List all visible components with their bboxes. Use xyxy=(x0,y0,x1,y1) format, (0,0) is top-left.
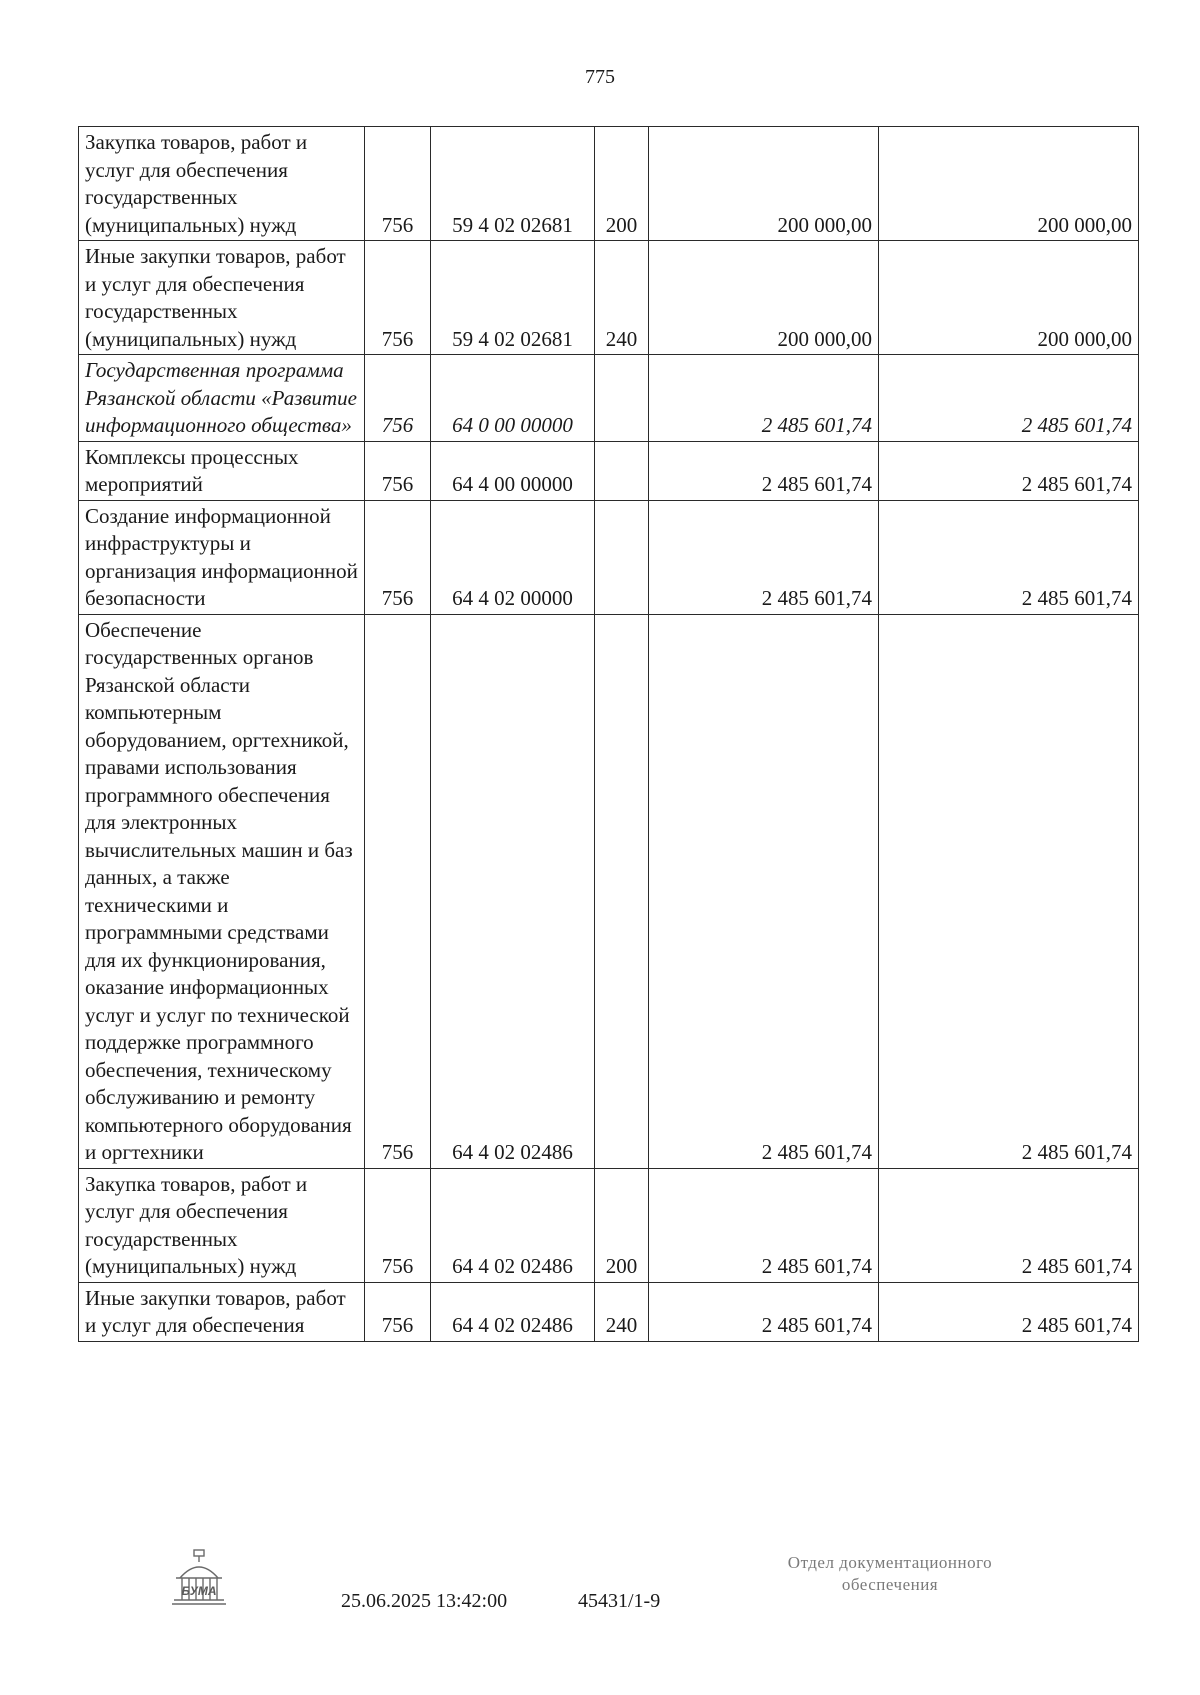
row-amount-1: 200 000,00 xyxy=(649,127,879,241)
budget-table xyxy=(78,126,1139,1342)
department-stamp xyxy=(740,1552,1040,1596)
table-row xyxy=(79,1282,1139,1341)
stamp-date-time: 25.06.2025 13:42:00 xyxy=(341,1590,508,1612)
row-target-article: 64 0 00 00000 xyxy=(431,355,595,442)
row-amount-1: 2 485 601,74 xyxy=(649,441,879,500)
table-row xyxy=(79,241,1139,355)
row-target-article: 64 4 00 00000 xyxy=(431,441,595,500)
row-amount-2: 2 485 601,74 xyxy=(879,1282,1139,1341)
row-amount-2: 2 485 601,74 xyxy=(879,1168,1139,1282)
row-amount-2: 2 485 601,74 xyxy=(879,441,1139,500)
row-name: Иные закупки товаров, работ и услуг для обеспечения государственных (муниципальных) нужд xyxy=(79,241,365,355)
row-name: Закупка товаров, работ и услуг для обеспечения государственных (муниципальных) нужд xyxy=(79,1168,365,1282)
row-amount-1: 2 485 601,74 xyxy=(649,1168,879,1282)
department-stamp-line-1: Отдел документационного xyxy=(787,1553,993,1572)
row-code: 756 xyxy=(365,441,431,500)
row-expense-type: 240 xyxy=(595,1282,649,1341)
row-code: 756 xyxy=(365,1168,431,1282)
stamp-document-id: 45431/1-9 xyxy=(578,1590,661,1612)
table-row xyxy=(79,1168,1139,1282)
row-amount-2: 2 485 601,74 xyxy=(879,614,1139,1168)
row-expense-type xyxy=(595,614,649,1168)
department-stamp-line-2: обеспечения xyxy=(841,1575,939,1594)
row-expense-type: 200 xyxy=(595,127,649,241)
row-name: Создание информационной инфраструктуры и организация информационной безопасности xyxy=(79,500,365,614)
row-expense-type xyxy=(595,500,649,614)
row-amount-1: 2 485 601,74 xyxy=(649,1282,879,1341)
row-target-article: 64 4 02 02486 xyxy=(431,1282,595,1341)
table-row xyxy=(79,614,1139,1168)
duma-logo-icon xyxy=(170,1548,228,1612)
row-expense-type: 240 xyxy=(595,241,649,355)
row-expense-type xyxy=(595,441,649,500)
row-amount-2: 2 485 601,74 xyxy=(879,500,1139,614)
page-number: 775 xyxy=(585,66,615,88)
row-code: 756 xyxy=(365,241,431,355)
table-row xyxy=(79,500,1139,614)
row-amount-1: 2 485 601,74 xyxy=(649,355,879,442)
row-amount-2: 200 000,00 xyxy=(879,127,1139,241)
row-code: 756 xyxy=(365,500,431,614)
row-amount-1: 2 485 601,74 xyxy=(649,614,879,1168)
row-name: Государственная программа Рязанской области «Развитие информационного общества» xyxy=(79,355,365,442)
row-code: 756 xyxy=(365,614,431,1168)
row-target-article: 64 4 02 00000 xyxy=(431,500,595,614)
row-amount-2: 200 000,00 xyxy=(879,241,1139,355)
row-expense-type xyxy=(595,355,649,442)
row-code: 756 xyxy=(365,355,431,442)
svg-text:БУМА: БУМА xyxy=(181,1584,217,1598)
row-name: Комплексы процессных мероприятий xyxy=(79,441,365,500)
row-target-article: 59 4 02 02681 xyxy=(431,127,595,241)
row-expense-type: 200 xyxy=(595,1168,649,1282)
row-target-article: 64 4 02 02486 xyxy=(431,1168,595,1282)
row-amount-2: 2 485 601,74 xyxy=(879,355,1139,442)
row-target-article: 64 4 02 02486 xyxy=(431,614,595,1168)
row-name: Закупка товаров, работ и услуг для обеспечения государственных (муниципальных) нужд xyxy=(79,127,365,241)
row-amount-1: 2 485 601,74 xyxy=(649,500,879,614)
row-name: Иные закупки товаров, работ и услуг для обеспечения xyxy=(79,1282,365,1341)
row-target-article: 59 4 02 02681 xyxy=(431,241,595,355)
row-name: Обеспечение государственных органов Рязанской области компьютерным оборудованием, оргтехникой, правами использования программного обеспечения для электронных вычислительных машин и баз данных, а также техническими и программными средствами для их функционирования, оказание информационных услуг и услуг по технической поддержке программного обеспечения, техническому обслуживанию и ремонту компьютерного оборудования и оргтехники xyxy=(79,614,365,1168)
row-code: 756 xyxy=(365,1282,431,1341)
row-amount-1: 200 000,00 xyxy=(649,241,879,355)
table-row xyxy=(79,127,1139,241)
table-row xyxy=(79,441,1139,500)
table-row xyxy=(79,355,1139,442)
row-code: 756 xyxy=(365,127,431,241)
